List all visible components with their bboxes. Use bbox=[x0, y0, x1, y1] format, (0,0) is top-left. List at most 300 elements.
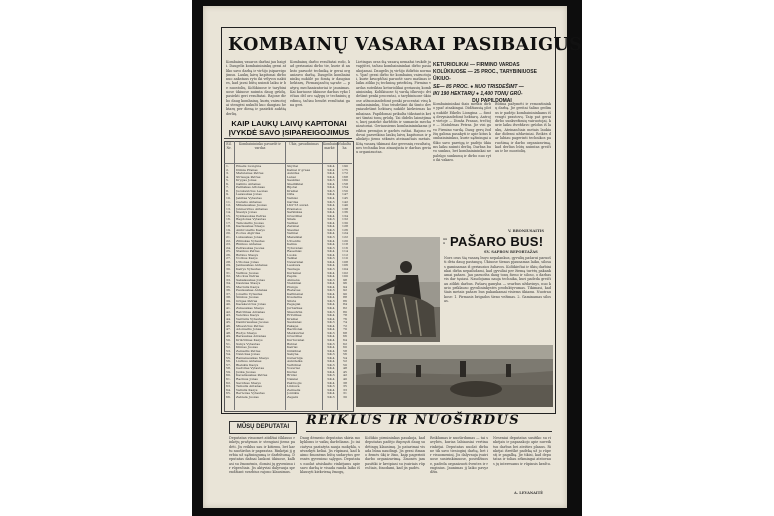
table-cell: 1. bbox=[226, 165, 229, 168]
lead-line: SE— 85 PROC. ● NUO TRISDEŠIMT — bbox=[433, 83, 524, 90]
table-cell: SK-4 bbox=[327, 204, 335, 208]
table-cell: Rudys Stasys bbox=[236, 331, 257, 335]
table-cell: SK-4 bbox=[327, 182, 335, 186]
table-cell: 98 bbox=[343, 278, 347, 282]
table-cell: 55. bbox=[226, 356, 231, 360]
table-cell: SK-4 bbox=[327, 275, 335, 279]
table-cell: 24. bbox=[226, 246, 231, 250]
table-cell: 64. bbox=[226, 388, 231, 392]
table-cell: SK-4 bbox=[327, 221, 335, 225]
lead-line: IKI 190 HEKTARŲ ● 1,400 TONŲ GRŪ- bbox=[433, 90, 523, 97]
table-cell: Tamošaitis Juozas bbox=[236, 221, 264, 225]
table-cell: 33 bbox=[343, 388, 347, 392]
table-cell: 160 bbox=[342, 179, 348, 183]
table-cell: 102 bbox=[342, 271, 348, 275]
table-cell: 5. bbox=[226, 179, 229, 183]
table-cell: SK-4 bbox=[327, 388, 335, 392]
table-cell: 41. bbox=[226, 307, 231, 310]
table-cell: 8. bbox=[226, 189, 229, 193]
table-cell: 18. bbox=[226, 225, 231, 229]
table-cell: SK-4 bbox=[327, 172, 335, 176]
table-cell: Grigas Petras bbox=[236, 299, 258, 303]
table-cell: Gruzdžiai bbox=[287, 214, 303, 218]
table-cell: 40 bbox=[343, 378, 347, 381]
table-cell: Juška Juozas bbox=[236, 370, 256, 374]
table-cell: 128 bbox=[342, 225, 348, 229]
table-cell: SK-4 bbox=[327, 346, 335, 350]
table-cell: 60. bbox=[226, 374, 231, 378]
table-cell: Jankauskas Antanas bbox=[236, 264, 268, 268]
table-cell: SK-3 bbox=[327, 246, 335, 250]
table-heading-rule bbox=[224, 138, 352, 139]
table-cell: 48 bbox=[343, 367, 347, 371]
table-cell: 34. bbox=[226, 282, 231, 286]
side-article-text: Nors oras šią vasarą buvo nepalankus, gyvulių pašarui paruošti dėta daug pastangų. Ūkiuose šienas pjaunamas laiku, silosas gaminamas iš geriausios žaliavos. Kolūkiečiai ir ūkių darbininkai dirba nepailsdami, kad gyvuliai per žiemą turėtų pakankamai pašaro. Jau paruošta daug tonų šieno ir siloso, o darbas vis dar tęsiasi. Naudojama nauja technika, kuri padeda greičiau atlikti darbus. Pašarų gamyba — svarbus uždavinys, nuo kurio priklauso gyvulininkystės produktyvumas. Tikimasi, kad šiais metais pašaro bus pakankamai visiems ūkiams. Nuotraukose: 1. Pirmasis brigados šieno vežimas. 2. Gaminamas silosas. bbox=[444, 256, 551, 303]
table-cell: Gudelis Antanas bbox=[236, 200, 262, 204]
bottom-signature: A. LEVANAITĖ bbox=[514, 491, 544, 495]
table-cell: 66 bbox=[343, 335, 347, 339]
table-cell: SK-4 bbox=[327, 328, 335, 332]
right-text-col-1: Kombainininkai šiais metais dirbo ypač atsakingai. Didžiausią plotą nukūlė Eikelis Liongina — šimtą devyniasdešimt hektarų. Antroje vietoje — Dimša Pranas, trečioje — Matulėnas Petras. Jie visi gavo Firmino vardą. Daug gerų žodžių galima pasakyti ir apie kitus kombainininkus, kurie sąžiningai atliko savo pareigą ir padėjo ūkiams laiku nuimti derlių. Darbas buvo sunkus, bet kombainininkai nepabūgo sunkumų ir dirbo nuo ryto iki vakaro. bbox=[433, 102, 491, 162]
table-cell: 66. bbox=[226, 395, 231, 399]
table-cell: Viekšniai bbox=[287, 282, 302, 286]
table-cell: 32. bbox=[226, 275, 231, 279]
table-cell: Venckus Kazys bbox=[236, 314, 260, 318]
table-cell: SK-4 bbox=[327, 196, 335, 200]
table-cell: SK-4 bbox=[327, 214, 335, 218]
table-cell: Šilalė bbox=[287, 218, 296, 222]
table-cell: 12. bbox=[226, 204, 231, 208]
table-cell: Eržvilkas bbox=[287, 314, 302, 318]
table-cell: Šaukliai bbox=[287, 179, 300, 183]
table-cell: 35 bbox=[343, 385, 347, 389]
table-cell: 142 bbox=[342, 200, 348, 204]
table-cell: 14. bbox=[226, 211, 231, 215]
table-cell: 61. bbox=[226, 378, 231, 381]
table-cell: 17. bbox=[226, 221, 231, 225]
table-cell: 57. bbox=[226, 363, 231, 367]
table-cell: 112 bbox=[342, 253, 348, 257]
lead-line: KOLŪKIUOSE — 25 PROC., TARYBINIUOSE ŪKIUO- bbox=[433, 69, 537, 83]
table-cell: 25. bbox=[226, 250, 231, 254]
table-cell: Kurtuvėnai bbox=[287, 338, 305, 342]
table-cell: SK-4 bbox=[327, 193, 335, 197]
table-cell: 37. bbox=[226, 292, 231, 296]
table-cell: SK-4 bbox=[327, 324, 335, 328]
table-cell: Tauragė bbox=[287, 267, 300, 271]
table-cell: SK-4 bbox=[327, 303, 335, 307]
table-cell: 120 bbox=[342, 239, 348, 243]
photo-field-workers bbox=[356, 345, 553, 407]
table-cell: 21. bbox=[226, 236, 231, 239]
table-cell: 16. bbox=[226, 218, 231, 222]
table-cell: Kairiai bbox=[287, 346, 298, 350]
right-text-col-2: Būtina pažymėti ir remontininkų darbą. Jie greitai šalino gedimus ir padėjo kombainininkams išvengti prastovų. Taip pat gerai dirbo sunkvežimių vairuotojai, kurie laiku išveždavo grūdus iš laukų. Ateinančiais metais laukia dar didesni uždaviniai. Reikės dar labiau pagerinti technikos paruošimą ir darbo organizavimą, kad derlius būtų nuimtas greičiau ir be nuostolių. bbox=[495, 102, 551, 154]
table-cell: 20. bbox=[226, 232, 231, 236]
table-cell: Bagdonas Vytautas bbox=[236, 218, 266, 222]
table-cell: Mačiulis Kazys bbox=[236, 285, 260, 289]
table-cell: 50. bbox=[226, 338, 231, 342]
side-byline: SV. SAPRON REPORTAŽAS bbox=[484, 250, 538, 254]
table-cell: Vaitkai bbox=[287, 221, 298, 225]
table-cell: SK-3 bbox=[327, 236, 335, 239]
table-cell: 145 bbox=[342, 196, 348, 200]
table-cell: SK-3 bbox=[327, 310, 335, 314]
table-cell: 26. bbox=[226, 253, 231, 257]
side-headline: PAŠARO BUS! bbox=[450, 234, 544, 249]
table-cell: 9. bbox=[226, 193, 229, 197]
table-cell: Bernotas Vytautas bbox=[236, 392, 265, 396]
table-cell: Mockus Petras bbox=[236, 275, 260, 279]
table-cell: SK-3 bbox=[327, 374, 335, 378]
table-cell: 175 bbox=[342, 168, 348, 172]
table-cell: Šarkiškės bbox=[287, 211, 303, 215]
table-cell: Lukauskas Jonas bbox=[236, 236, 263, 239]
table-heading: KAIP LAUKŲ LAIVŲ KAPITONAI ĮVYKDĖ SAVO ĮSIPAREIGOJIMUS bbox=[228, 119, 350, 137]
table-cell: Ramanauskas Stasys bbox=[236, 356, 269, 360]
table-cell: Pakruojis bbox=[287, 381, 302, 385]
table-cell: Stankus Petras bbox=[236, 250, 260, 254]
table-cell: SK-3 bbox=[327, 363, 335, 367]
table-cell: SK-4 bbox=[327, 335, 335, 339]
table-cell: Aukštelkė bbox=[287, 360, 303, 364]
photo-field-svg bbox=[356, 345, 553, 407]
table-cell: Dambrauskas Juozas bbox=[236, 321, 269, 325]
table-cell: Norkus Kazys bbox=[236, 257, 258, 261]
table-cell: Ambrozaitis Kazys bbox=[236, 228, 265, 232]
table-cell: SK-4 bbox=[327, 211, 335, 215]
table-cell: SK-4 bbox=[327, 165, 335, 168]
table-cell: Žagarė bbox=[287, 395, 299, 399]
table-cell: 84 bbox=[343, 303, 347, 307]
table-cell: Vaitkus Juozas bbox=[236, 271, 259, 275]
table-cell: Šilutė bbox=[287, 299, 297, 303]
table-cell: Žeimelis bbox=[287, 388, 301, 392]
table-cell: 92 bbox=[343, 289, 347, 293]
table-cell: Bielskis Kazys bbox=[236, 363, 259, 367]
table-cell: SK-4 bbox=[327, 282, 335, 286]
table-cell: Šimkus Juozas bbox=[236, 296, 259, 300]
bottom-text-col-2: Daug dėmesio deputatas skiria mokykloms ir vaikų darželiams. Jo iniciatyva pastatyta nauja mokykla, sutvarkyti keliai. Jis rūpinasi, kad kaimo žmonėms būtų sudarytos geresnės gyvenimo sąlygos. Deputatas nuolat atsiskaito rinkėjams apie savo darbą ir visada randa laiko išklausyti kiekvieną žmogų. bbox=[300, 436, 360, 475]
table-cell: Kužiai bbox=[287, 370, 297, 374]
table-cell: 68 bbox=[343, 331, 347, 335]
table-cell: Liutkus Antanas bbox=[236, 360, 262, 364]
table-cell: SK-4 bbox=[327, 392, 335, 396]
table-col-header: Kombaino markė bbox=[323, 142, 340, 150]
table-cell: Kriščiūnas Kazys bbox=[236, 338, 263, 342]
table-cell: 108 bbox=[342, 260, 348, 264]
table-cell: 124 bbox=[342, 232, 348, 236]
table-cell: SK-3 bbox=[327, 257, 335, 261]
table-cell: Joniškis bbox=[287, 392, 300, 396]
table-cell: Kairys Vytautas bbox=[236, 267, 261, 271]
table-cell: Šiauliai bbox=[287, 228, 299, 232]
table-cell: Misevičius Petras bbox=[236, 324, 264, 328]
table-cell: Papilė bbox=[287, 275, 297, 279]
table-cell: 30. bbox=[226, 267, 231, 271]
table-cell: Juzukevičius Leonas bbox=[236, 189, 268, 193]
table-cell: SK-3 bbox=[327, 189, 335, 193]
table-cell: 45. bbox=[226, 321, 231, 325]
main-headline: KOMBAINŲ VASARAI PASIBAIGUS bbox=[228, 35, 583, 55]
table-cell: Kaltinėnai bbox=[287, 292, 304, 296]
table-cell: 154 bbox=[342, 186, 348, 190]
table-cell: 36. bbox=[226, 289, 231, 293]
table-cell: Savickas Stasys bbox=[236, 381, 261, 385]
table-cell: Skaudvilė bbox=[287, 310, 303, 314]
table-cell: 38. bbox=[226, 296, 231, 300]
table-cell: 72 bbox=[343, 324, 347, 328]
table-cell: 158 bbox=[342, 182, 348, 186]
table-cell: Galinis Antanas bbox=[236, 182, 261, 186]
table-cell: 62. bbox=[226, 381, 231, 385]
table-cell: 100 bbox=[342, 275, 348, 279]
bottom-text-col-1: Deputatas visuomet atidžiai išklauso rinkėjų prašymus ir stengiasi jiems padėti. Jis reiklus sau ir kitiems, bet kartu nuoširdus ir paprastas. Rinkėjai jį gerbia už sąžiningumą ir darbštumą. Deputatas dažnai lankosi ūkiuose, kalbasi su žmonėmis, domisi jų gyvenimu ir rūpesčiais. Jis aktyviai dalyvauja sprendžiant svarbius rajono klausimus. bbox=[229, 436, 295, 475]
table-cell: SK-3 bbox=[327, 299, 335, 303]
table-cell: 168 bbox=[342, 175, 348, 179]
table-cell: SK-4 bbox=[327, 260, 335, 264]
table-cell: 172 bbox=[342, 172, 348, 176]
table-cell: SK-3 bbox=[327, 207, 335, 211]
table-cell: Tamulis Antanas bbox=[236, 385, 262, 389]
table-cell: Plungė bbox=[287, 285, 298, 289]
table-cell: Mikalauskas Juozas bbox=[236, 204, 267, 208]
table-cell: Eikelis Liongina bbox=[236, 165, 262, 168]
table-cell: SK-4 bbox=[327, 356, 335, 360]
table-cell: Rimkus Antanas bbox=[236, 243, 262, 247]
table-cell: SK-4 bbox=[327, 338, 335, 342]
table-cell: Bubiai bbox=[287, 342, 298, 346]
table-cell: Palinskas Alfonsas bbox=[236, 186, 265, 190]
table-cell: SK-4 bbox=[327, 360, 335, 364]
table-cell: LKP 53 suvaž. bbox=[287, 204, 310, 208]
table-cell: Urbonas Jonas bbox=[236, 260, 259, 264]
table-cell: 51. bbox=[226, 342, 231, 346]
table-cell: Pagėgiai bbox=[287, 303, 301, 307]
table-cell: 62 bbox=[343, 342, 347, 346]
table-cell: Verbūnai bbox=[287, 363, 302, 367]
table-cell: SK-4 bbox=[327, 292, 335, 296]
table-cell: Paulauskas Antanas bbox=[236, 289, 268, 293]
table-cell: SK-4 bbox=[327, 250, 335, 254]
table-cell: 58 bbox=[343, 349, 347, 353]
table-cell: Navickas Jonas bbox=[236, 353, 260, 357]
table-cell: 63. bbox=[226, 385, 231, 389]
table-cell: Kuršėnai bbox=[287, 271, 301, 275]
table-cell: 116 bbox=[342, 246, 348, 250]
table-cell: SK-3 bbox=[327, 278, 335, 282]
table-cell: Jonaitis Vytautas bbox=[236, 292, 263, 296]
table-cell: Mažeikiai bbox=[287, 236, 303, 239]
bottom-text-col-4: Reiklumas ir nuoširdumas — tai savybės, kurias labiausiai vertina rinkėjai. Deputatas nuolat dirba ne tik savo tiesioginį darbą, bet ir visuomeninį. Jis dalyvauja įvairiuose susirinkimuose, posėdžiuose, padeda organizuoti šventes ir renginius. Jaunimas jį laiko pavyzdžiu. bbox=[430, 436, 488, 475]
table-cell: 190 bbox=[342, 165, 348, 168]
table-cell: 114 bbox=[342, 250, 348, 254]
table-cell: Kražiai bbox=[287, 317, 299, 321]
table-cell: 27. bbox=[226, 257, 231, 261]
table-cell: Linkuva bbox=[287, 385, 300, 389]
table-cell: 78 bbox=[343, 314, 347, 318]
table-cell: 3. bbox=[226, 172, 229, 176]
table-cell: 35. bbox=[226, 285, 231, 289]
table-cell: Vyšniauskas Petras bbox=[236, 214, 267, 218]
table-cell: Telšiai bbox=[287, 257, 298, 261]
table-cell: Žukauskas Stasys bbox=[236, 307, 264, 310]
table-cell: 59. bbox=[226, 370, 231, 374]
table-cell: Pakapė bbox=[287, 324, 299, 328]
table-cell: Klimas Juozas bbox=[236, 346, 258, 350]
table-cell: Butkus Stasys bbox=[236, 253, 259, 257]
table-cell: 147 bbox=[342, 193, 348, 197]
table-cell: SK-4 bbox=[327, 239, 335, 243]
table-cell: Barauskas Antanas bbox=[236, 335, 267, 339]
table-cell: SK-4 bbox=[327, 253, 335, 257]
table-cell: 88 bbox=[343, 296, 347, 300]
table-cell: 58. bbox=[226, 367, 231, 371]
table-cell: Šaukėnai bbox=[287, 321, 302, 325]
table-cell: 47. bbox=[226, 328, 231, 332]
table-cell: SK-4 bbox=[327, 264, 335, 268]
table-cell: 15. bbox=[226, 214, 231, 218]
table-cell: 138 bbox=[342, 207, 348, 211]
table-cell: SK-4 bbox=[327, 296, 335, 300]
table-cell: Jakštas Vytautas bbox=[236, 196, 262, 200]
table-cell: Kalnai ir grėsė bbox=[287, 168, 311, 172]
table-cell: 43. bbox=[226, 314, 231, 318]
table-cell: 7. bbox=[226, 186, 229, 190]
table-cell: 54 bbox=[343, 356, 347, 360]
table-col-header: Kombainininko pavardė ir vardas bbox=[239, 142, 281, 150]
table-cell: 74 bbox=[343, 321, 347, 325]
main-signature: V. BRONIUSAITIS bbox=[508, 229, 544, 233]
table-cell: Gubernija bbox=[287, 356, 303, 360]
table-cell: Naisiai bbox=[287, 378, 298, 381]
table-cell: Šakyna bbox=[287, 353, 299, 357]
table-cell: SK-3 bbox=[327, 289, 335, 293]
table-cell: 136 bbox=[342, 211, 348, 215]
table-cell: Rietavas bbox=[287, 289, 301, 293]
table-cell: Pramalos bbox=[287, 207, 302, 211]
table-cell: 150 bbox=[342, 189, 348, 193]
photo-farmer-with-sheaf bbox=[356, 237, 440, 342]
table-cell: SK-3 bbox=[327, 200, 335, 204]
table-cell: Aukštės bbox=[287, 172, 300, 176]
table-cell: Gardas bbox=[287, 200, 299, 204]
table-cell: SK-4 bbox=[327, 370, 335, 374]
table-cell: Lazauskas Jonas bbox=[236, 193, 262, 197]
table-cell: SK-4 bbox=[327, 243, 335, 247]
table-cell: Adomaitis Jonas bbox=[236, 328, 262, 332]
table-cell: 4. bbox=[226, 175, 229, 179]
table-cell: Nevarėnai bbox=[287, 260, 304, 264]
table-cell: SK-3 bbox=[327, 385, 335, 389]
table-cell: 33. bbox=[226, 278, 231, 282]
table-cell: SK-3 bbox=[327, 342, 335, 346]
table-cell: Dimša Pranas bbox=[236, 168, 258, 172]
table-cell: Razmus Jonas bbox=[236, 378, 258, 381]
table-cell: 48. bbox=[226, 331, 231, 335]
table-cell: 42. bbox=[226, 310, 231, 314]
table-cell: Luokė bbox=[287, 253, 297, 257]
table-cell: Valiulis Kazys bbox=[236, 388, 258, 392]
table-cell: Kvėdarna bbox=[287, 296, 303, 300]
center-text-col-1: Lietingas oras šią vasarą nemažai trukdė javapjūtei, tačiau kombainininkai dirbo pasiaukojamai. Daugelis jų viršijo išdirbio normas. Ypač gerai dirbo tie kombainų vairuotojai, kurie kruopščiai paruošė savo mašinas ir laiku atliko jų techninę priežiūrą. Firmino vardas suteiktas keturiolikai geriausių kombainininkų. Kolūkiuose šį vardą iškovojo dvidešimt penki procentai, o tarybiniuose ūkiuose aštuoniasdešimt penki procentai visų kombainininkų. Nuo trisdešimt iki šimto devyniasdešimt hektarų nukūlė kiekvienas kombainas. Papildomai prikulta tūkstantis keturi šimtai tonų grūdų. Tai didelis laimėjimas, kurį pasiekė darbštūs ir sumanūs mechanizatoriai. Geriausiems kombainininkams įteiktos premijos ir garbės raštai. Rajono vadovai pasveikino laukų laivų kapitonus ir palinkėjo jiems sėkmės ateinančiais metais. Kitą vasarą tikimasi dar geresnių rezultatų, nes technika bus atnaujinta ir darbas geriau organizuotas. bbox=[356, 60, 431, 155]
table-cell: 31. bbox=[226, 271, 231, 275]
table-cell: 10. bbox=[226, 196, 231, 200]
table-cell: Voveriai bbox=[287, 367, 300, 371]
table-cell: 2. bbox=[226, 168, 229, 172]
table-cell: 31 bbox=[343, 392, 347, 396]
table-cell: 46. bbox=[226, 324, 231, 328]
table-cell: Kazlauskas Stasys bbox=[236, 225, 265, 229]
table-cell: 96 bbox=[343, 282, 347, 286]
table-cell: 56. bbox=[226, 360, 231, 364]
table-cell: 130 bbox=[342, 221, 348, 225]
table-cell: 6. bbox=[226, 182, 229, 186]
table-header-rule bbox=[224, 163, 352, 164]
table-cell: SK-4 bbox=[327, 285, 335, 289]
table-cell: 118 bbox=[342, 243, 348, 247]
table-cell: 40. bbox=[226, 303, 231, 307]
table-cell: Daukšas Stasys bbox=[236, 282, 261, 286]
lead-summary bbox=[433, 62, 551, 105]
table-cell: 38 bbox=[343, 381, 347, 385]
intro-text-col-2: Kombainų darbo rezultatai rodo, kad geriausiai dirbo tie, kurie iš anksto paruošė techniką ir gerai organizavo darbą. Daugelis kombainininkų nukūlė po šimtą ir daugiau hektarų. Pirmaujančių sąraše — patyrę mechanizatoriai ir jaunimas. Kai kuriuose ūkiuose darbas vyko lėčiau dėl oro sąlygų ir techninių gedimų, tačiau bendri rezultatai gana geri. bbox=[290, 60, 350, 107]
table-cell: 54. bbox=[226, 353, 231, 357]
table-cell: 56 bbox=[343, 353, 347, 357]
table-cell: 13. bbox=[226, 207, 231, 211]
table-cell: 11. bbox=[226, 200, 231, 204]
table-cell: 39. bbox=[226, 299, 231, 303]
table-cell: 90 bbox=[343, 292, 347, 296]
table-cell: 22. bbox=[226, 239, 231, 243]
table-cell: Krygas Jonas bbox=[236, 179, 257, 183]
photo-side-text: aaa bbox=[443, 237, 448, 246]
table-cell: SK-3 bbox=[327, 267, 335, 271]
table-cell: Kazakevičius Jonas bbox=[236, 303, 266, 307]
table-cell: 110 bbox=[342, 257, 348, 261]
table-cell: 44. bbox=[226, 317, 231, 321]
table-cell: 126 bbox=[342, 228, 348, 232]
table-cell: Šiaulys Jonas bbox=[236, 211, 257, 215]
table-col-header: Nukulta ha bbox=[338, 142, 352, 150]
table-cell: SK-3 bbox=[327, 321, 335, 325]
table-cell: SK-3 bbox=[327, 218, 335, 222]
table-cell: 132 bbox=[342, 218, 348, 222]
table-cell: SK-4 bbox=[327, 367, 335, 371]
table-cell: SK-4 bbox=[327, 225, 335, 229]
table-cell: 140 bbox=[342, 204, 348, 208]
table-cell: Laukuva bbox=[287, 264, 301, 268]
lead-line: DŲ PAPILDOMAI bbox=[472, 98, 512, 105]
bottom-text-col-5: Neseniai deputatas susitiko su rinkėjais ir papasakojo apie nuveiktus darbus bei ateities planus. Rinkėjai išreiškė padėką už jo rūpestį ir pagalbą. Jie tikisi, kad deputatas ir toliau sėkmingai atstovaus jų interesams ir rūpinsis kraštu. bbox=[493, 436, 551, 466]
table-cell: Vaičiulis Vytautas bbox=[236, 317, 264, 321]
table-cell: SK-4 bbox=[327, 381, 335, 385]
table-cell: Petrauskas Juozas bbox=[236, 246, 265, 250]
section-label: MŪSŲ DEPUTATAI bbox=[229, 421, 297, 434]
table-cell: Lėnai bbox=[287, 175, 296, 179]
table-cell: Bijotai bbox=[287, 186, 298, 190]
table-cell: SK-4 bbox=[327, 317, 335, 321]
table-cell: 134 bbox=[342, 214, 348, 218]
table-cell: Gruzdžiai bbox=[287, 335, 303, 339]
table-cell: Balčiūnas Antanas bbox=[236, 310, 265, 314]
table-cell: 49. bbox=[226, 335, 231, 339]
bottom-headline: REIKLUS IR NUOŠIRDUS bbox=[306, 413, 520, 428]
table-cell: SK-4 bbox=[327, 349, 335, 353]
table-cell: SK-4 bbox=[327, 307, 335, 310]
table-cell: Žemaitis Petras bbox=[236, 349, 261, 353]
table-cell: Skeiliškiai bbox=[287, 182, 304, 186]
